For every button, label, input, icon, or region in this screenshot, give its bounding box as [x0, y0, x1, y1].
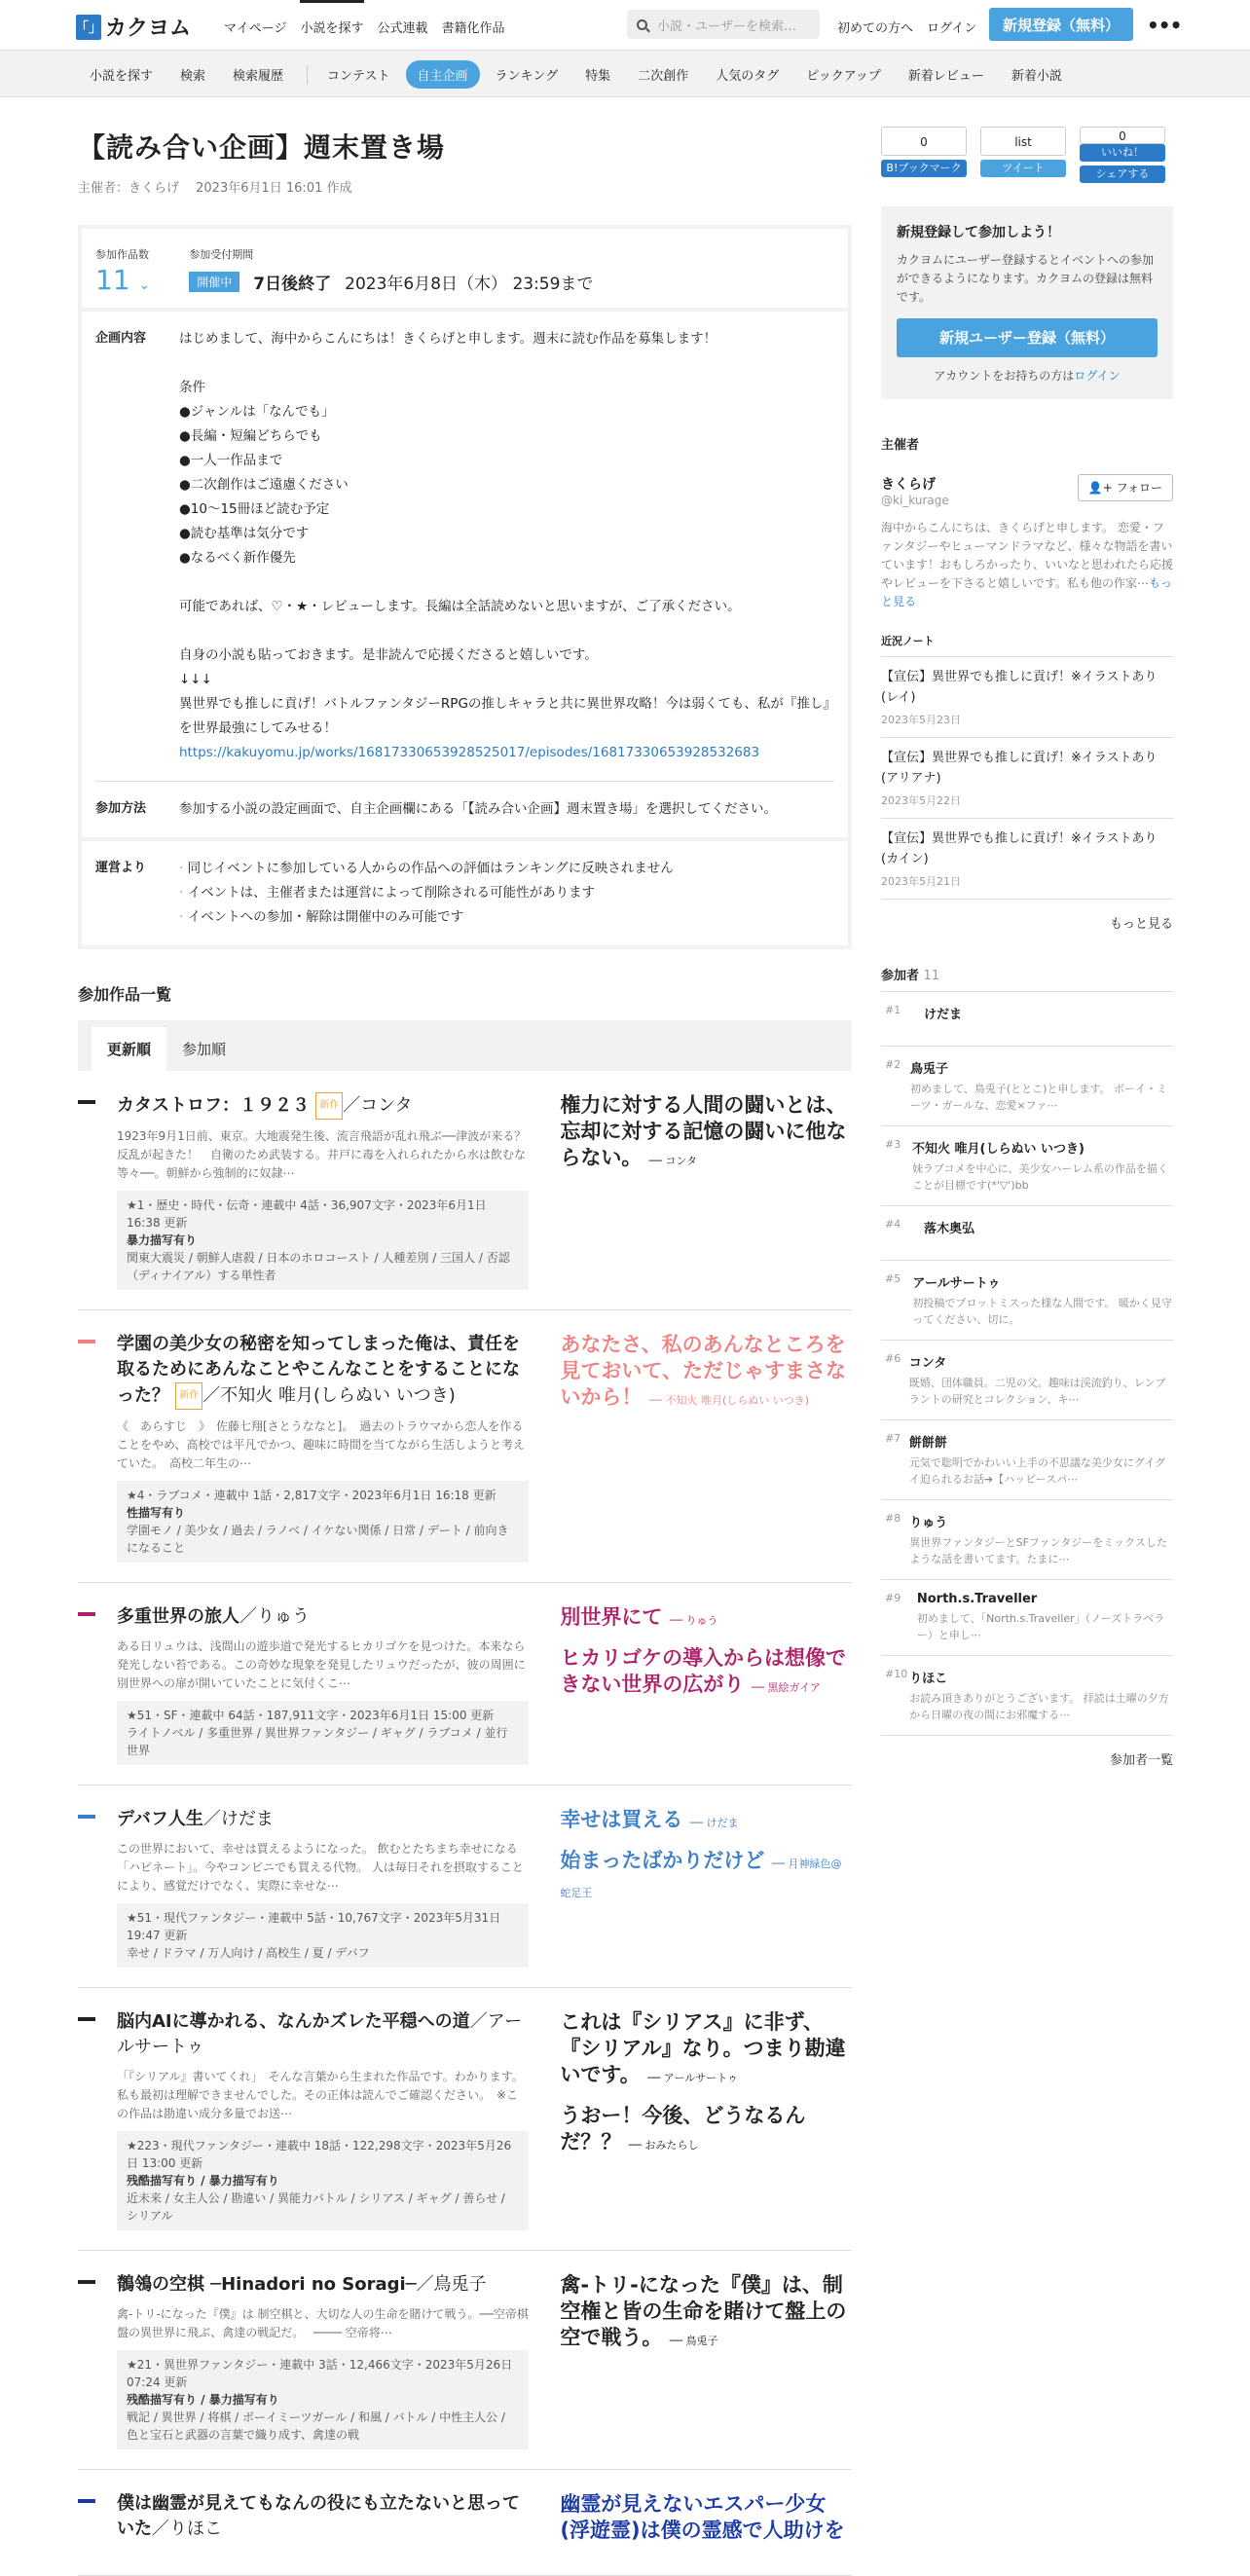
catchphrase[interactable]	[560, 1848, 852, 1906]
work-tags[interactable]: ライトノベル / 多重世界 / 異世界ファンタジー / ギャグ / ラブコメ / 並行世界	[127, 1726, 508, 1757]
work-catchphrases	[560, 2272, 852, 2449]
work-title-line	[117, 1092, 529, 1120]
status-badge: 開催中	[189, 272, 239, 292]
participant-rank: #9	[885, 1592, 901, 1604]
login-prompt: アカウントをお持ちの方は	[934, 369, 1075, 383]
participant-item[interactable]	[881, 992, 1173, 1047]
rules-label: 運営より	[95, 861, 147, 875]
new-badge: 新作	[315, 1092, 343, 1120]
note-title: 【宣伝】異世界でも推しに貢げ！※イラストあり(アリアナ)	[881, 751, 1158, 786]
content-line: 条件	[179, 380, 205, 395]
catch-text: うおー！今後、どうなるんだ？？	[560, 2104, 806, 2153]
subnav-find[interactable]: 小説を探す	[90, 69, 154, 84]
work-info	[117, 2491, 529, 2556]
participant-name[interactable]: アールサートゥ	[912, 1276, 1001, 1291]
participant-desc: 異世界ファンタジーとSFファンタジーをミックスしたような話を書いてます。たまに⋯	[909, 1536, 1167, 1565]
work-info	[117, 1092, 538, 1290]
work-warning: 残酷描写有り / 暴力描写有り	[127, 2393, 279, 2407]
participants-heading	[881, 965, 1173, 992]
login-link[interactable]: ログイン	[1074, 369, 1121, 383]
work-info	[117, 1807, 529, 1968]
participant-list	[881, 992, 1173, 1736]
work-stats: ★51・SF・連載中 64話・187,911文字・2023年6月1日 15:00 更新	[127, 1709, 495, 1722]
host-heading: 主催者	[881, 438, 920, 453]
period	[189, 246, 593, 296]
rule-item: · 同じイベントに参加している人からの作品への評価はランキングに反映されません	[179, 857, 674, 881]
participant-name[interactable]: 鳥兎子	[910, 1062, 949, 1077]
catchphrase[interactable]	[560, 2491, 852, 2544]
work-title[interactable]: 鶺鴒の空棋 ─Hinadori no Soragi─	[117, 2274, 417, 2295]
signup-button[interactable]: 新規ユーザー登録（無料）	[897, 318, 1158, 357]
work-title-line	[117, 2009, 529, 2060]
subnav-divider	[307, 65, 308, 85]
rule-item: · イベントは、主催者または運営によって削除される可能性があります	[179, 881, 674, 905]
host-profile	[881, 474, 1173, 507]
work-color-bar	[78, 1612, 95, 1616]
host-desc	[881, 519, 1173, 611]
work-stats: ★1・歴史・時代・伝奇・連載中 4話・36,907文字・2023年6月1日 16:38 更新	[127, 1198, 487, 1230]
work-item	[78, 2251, 852, 2470]
catch-author: ── 黒絵ガイア	[751, 1681, 821, 1694]
participant-item[interactable]	[881, 1420, 1173, 1500]
catchphrase[interactable]	[560, 1807, 852, 1836]
catch-text: これは『シリアス』に非ず、『シリアル』なり。つまり勘違いです。	[560, 2010, 846, 2086]
work-meta	[117, 2131, 529, 2230]
work-warning: 暴力描写有り	[127, 1233, 198, 1247]
logo-mark: 「」	[76, 15, 101, 40]
work-author[interactable]: ／けだま	[202, 1809, 274, 1829]
chevron-down-icon: ⌄	[138, 277, 151, 293]
nav-mypage[interactable]: マイページ	[224, 21, 287, 36]
work-catchphrases	[560, 2009, 852, 2230]
participant-body	[924, 1218, 974, 1248]
participants-count: 11	[923, 969, 940, 983]
search-placeholder: 小説・ユーザーを検索…	[657, 18, 797, 34]
work-title-line	[117, 2272, 529, 2298]
tweet-label: ツイート	[980, 160, 1066, 177]
work-title-line	[117, 1807, 529, 1832]
logo[interactable]	[76, 12, 191, 42]
content-line: ●読む基準は気分です	[179, 526, 310, 541]
note-title: 【宣伝】異世界でも推しに貢げ！※イラストあり(レイ)	[881, 670, 1158, 705]
work-meta	[117, 1701, 529, 1765]
participant-body	[912, 1138, 1173, 1194]
method-section	[82, 782, 848, 841]
content-line	[179, 570, 834, 595]
participant-name[interactable]: North.s.Traveller	[916, 1592, 1038, 1606]
content-link[interactable]: https://kakuyomu.jp/works/16817330653928525017/episodes/16817330653928532683	[179, 745, 760, 760]
period-label: 参加受付期間	[189, 248, 254, 261]
participant-desc: 元気で聡明でかわいい上手の不思議な美少女にグイグイ迫られるお話➔【ハッピースパ⋯	[908, 1456, 1166, 1486]
works-heading: 参加作品一覧	[78, 985, 172, 1004]
participant-rank: #4	[885, 1218, 901, 1231]
content-line: 可能であれば、♡・★・レビューします。長編は全話読めないと思いますが、ご了承ください。	[179, 599, 741, 614]
work-item	[78, 1988, 852, 2251]
content-line: ●ジャンルは「なんでも」	[179, 404, 335, 420]
work-info	[117, 2272, 529, 2449]
subnav-new-novels[interactable]: 新着小説	[1011, 69, 1062, 84]
notes-heading: 近況ノート	[881, 633, 1173, 657]
content-line	[179, 619, 834, 644]
subnav-feature[interactable]: 特集	[585, 69, 611, 84]
organizer-line: 主催者：きくらげ 2023年6月1日 16:01 作成	[78, 181, 352, 196]
participant-rank: #3	[885, 1138, 901, 1151]
work-tags[interactable]: 近未来 / 女主人公 / 勘違い / 異能力バトル / シリアス / ギャグ / 善らせ / シリアル	[127, 2191, 505, 2223]
content-line: ●二次創作はご遠慮ください	[179, 477, 349, 493]
host-name[interactable]: きくらげ	[881, 477, 936, 493]
catch-author: ── 不知火 唯月(しらぬい いつき)	[648, 1394, 810, 1407]
catchphrase[interactable]	[560, 1604, 852, 1634]
follow-button[interactable]: 👤+ フォロー	[1078, 474, 1173, 501]
entry-count[interactable]	[95, 246, 150, 296]
work-item	[78, 1071, 852, 1310]
catch-text: 別世界にて	[560, 1605, 663, 1629]
work-color-bar	[78, 1100, 95, 1104]
join-text: カクヨムにユーザー登録するとイベントへの参加ができるようになります。カクヨムの登録は無料です。	[897, 253, 1155, 304]
content-label: 企画内容	[95, 331, 147, 346]
catch-author: ── アールサートゥ	[647, 2072, 738, 2084]
note-item[interactable]	[881, 738, 1173, 819]
like-label: いいね！	[1080, 144, 1165, 162]
participant-desc: 初投稿でプロットミスった様な人間です。 暖かく見守ってください、切に。	[912, 1297, 1172, 1326]
participant-item[interactable]	[881, 1126, 1173, 1206]
catchphrase[interactable]	[560, 1092, 852, 1174]
page-title: 【読み合い企画】週末置き場	[78, 131, 446, 164]
subnav-ranking[interactable]: ランキング	[495, 69, 559, 84]
work-stats: ★21・異世界ファンタジー・連載中 3話・12,466文字・2023年5月26日 07:24 更新	[127, 2358, 513, 2389]
hatena-label: B!ブックマーク	[881, 160, 967, 177]
work-title-line	[117, 1604, 529, 1630]
subnav-contest[interactable]: コンテスト	[327, 69, 390, 84]
content-line	[179, 351, 834, 376]
note-title: 【宣伝】異世界でも推しに貢げ！※イラストあり(カイン)	[881, 831, 1158, 866]
participant-desc: 妹ラブコメを中心に、美少女ハーレム系の作品を描くことが目標です(*'▽')bb	[912, 1162, 1168, 1192]
main-column	[78, 97, 852, 2576]
catch-text: 始まったばかりだけど	[560, 1849, 765, 1872]
nav-official[interactable]: 公式連載	[377, 21, 428, 36]
catch-author: ── 鳥兎子	[669, 2335, 718, 2347]
participant-item[interactable]	[881, 1580, 1173, 1656]
rules-section	[82, 841, 848, 945]
work-tags[interactable]: 幸せ / ドラマ / 万人向け / 高校生 / 夏 / デバフ	[127, 1946, 370, 1960]
tab-joined[interactable]: 参加順	[182, 1041, 227, 1058]
subnav-new-reviews[interactable]: 新着レビュー	[907, 69, 984, 84]
work-item	[78, 1583, 852, 1785]
method-body: 参加する小説の設定画面で、自主企画欄にある「【読み合い企画】週末置き場」を選択してください。	[179, 801, 777, 817]
follow-label: フォロー	[1116, 481, 1162, 495]
participant-desc: 初めまして、鳥兎子(ととこ)と申します。 ボーイ・ミーツ・ガールな、恋愛×ファ⋯	[910, 1083, 1167, 1112]
catch-text: 権力に対する人間の闘いとは、忘却に対する記憶の闘いに他ならない。	[560, 1093, 847, 1169]
ends-in: 7日後終了	[253, 275, 332, 294]
participant-body	[917, 1592, 1173, 1643]
like-button[interactable]	[1080, 127, 1165, 183]
catchphrase[interactable]	[560, 2009, 852, 2091]
search-input[interactable]	[627, 10, 820, 39]
participant-rank: #1	[885, 1004, 901, 1016]
event-box	[78, 225, 852, 949]
participant-name[interactable]: 餅餅餅	[908, 1436, 947, 1451]
note-date: 2023年5月21日	[881, 875, 961, 888]
logo-text: カクヨム	[105, 17, 192, 41]
participant-item[interactable]	[881, 1206, 1173, 1261]
recent-notes	[881, 633, 1173, 932]
nav-books[interactable]: 書籍化作品	[441, 21, 505, 36]
participant-body	[924, 1004, 962, 1034]
participant-rank: #8	[885, 1512, 901, 1525]
work-title-line	[117, 1332, 529, 1410]
work-author[interactable]: ／りほこ	[152, 2519, 222, 2539]
catch-text: 幸せは買える	[560, 1808, 683, 1831]
work-title[interactable]: 脳内AIに導かれる、なんかズレた平穏への道	[117, 2011, 470, 2032]
content-line: ↓↓↓	[179, 672, 212, 687]
work-warning: 残酷描写有り / 暴力描写有り	[127, 2174, 279, 2188]
content-line: 自身の小説も貼っておきます。是非読んで応援くださると嬉しいです。	[179, 647, 598, 663]
note-date: 2023年5月22日	[881, 794, 961, 807]
work-author[interactable]: ／コンタ	[343, 1095, 413, 1116]
host-more-link[interactable]: もっと見る	[881, 576, 1173, 608]
work-info	[117, 1332, 529, 1563]
participant-name[interactable]: 不知火 唯月(しらぬい いつき)	[912, 1142, 1085, 1157]
participant-rank: #5	[885, 1272, 901, 1285]
work-color-bar	[78, 2280, 95, 2284]
work-color-bar	[78, 2017, 95, 2021]
participant-item[interactable]	[881, 1500, 1173, 1580]
rule-item: · イベントへの参加・解除は開催中のみ可能です	[179, 905, 674, 930]
header-links	[837, 18, 976, 36]
participant-item[interactable]	[881, 1341, 1173, 1420]
content-body	[179, 327, 834, 765]
participant-body	[909, 1668, 1173, 1723]
participant-body	[909, 1352, 1173, 1408]
work-desc: 《 あらすじ 》 佐藤七翔[さとうななと]。 過去のトラウマから恋人を作ることをやめ、高校では平凡でかつ、趣味に時間を当てながら生活しようと考えていた。 高校二年生の⋯	[117, 1419, 526, 1470]
sub-nav	[0, 51, 1250, 97]
catch-author: ── 月神緑色@蛇足王	[560, 1858, 842, 1899]
catchphrase[interactable]	[560, 1332, 852, 1414]
content-line: はじめまして、海中からこんにちは！きくらげと申します。週末に読む作品を募集します！	[179, 331, 717, 347]
participant-item[interactable]	[881, 1261, 1173, 1341]
subnav-fanfic[interactable]: 二次創作	[638, 69, 689, 84]
participant-name[interactable]: りゅう	[909, 1516, 948, 1530]
work-stats: ★223・現代ファンタジー・連載中 18話・122,298文字・2023年5月26日 13:00 更新	[127, 2139, 512, 2170]
catch-author: ── コンタ	[648, 1155, 698, 1167]
work-stats: ★4・ラブコメ・連載中 1話・2,817文字・2023年6月1日 16:18 更新	[127, 1489, 496, 1502]
participant-rank: #2	[885, 1058, 901, 1071]
hatena-count: 0	[881, 127, 967, 156]
subnav-history[interactable]: 検索履歴	[233, 69, 284, 84]
work-color-bar	[78, 1340, 95, 1343]
work-color-bar	[78, 2499, 95, 2503]
participant-name[interactable]: 落木奥弘	[924, 1222, 975, 1236]
deadline: 2023年6月8日（木） 23:59まで	[345, 275, 594, 294]
participant-body	[912, 1272, 1173, 1328]
content-line: ●10～15冊ほど読む予定	[179, 501, 330, 517]
catch-author: ── おみたらし	[628, 2139, 699, 2152]
first-time-link[interactable]: 初めての方へ	[837, 21, 914, 36]
content-line: ●なるべく新作優先	[179, 550, 296, 566]
content-line: ●一人一作品まで	[179, 453, 283, 468]
catchphrase[interactable]	[560, 1645, 852, 1701]
work-meta	[117, 1903, 529, 1968]
register-button[interactable]: 新規登録（無料）	[989, 8, 1133, 41]
work-item	[78, 1310, 852, 1583]
tab-updated[interactable]: 更新順	[92, 1027, 166, 1071]
participant-rank: #6	[885, 1352, 901, 1365]
host-desc-text: 海中からこんにちは、きくらげと申します。 恋愛・ファンタジーやヒューマンドラマなど、様々な物語を書いています！おもしろかったり、いいなと思われたら応援やレビューを下さると嬉しいです。私も他の作家⋯	[881, 521, 1174, 590]
content-line: 異世界でも推しに貢げ！バトルファンタジーRPGの推しキャラと共に異世界攻略！今は弱くても、私が『推し』を世界最強にしてみせる！	[179, 696, 830, 736]
work-catchphrases	[560, 1332, 852, 1563]
catch-text: 禽-トリ-になった『僕』は、制空権と皆の生命を賭けて盤上の空で戦う。	[560, 2273, 847, 2349]
participant-desc: 初めまして、「North.s.Traveller」（ノーズトラベラー）と申し⋯	[916, 1612, 1165, 1641]
catch-author: ── けだま	[689, 1817, 739, 1829]
work-author[interactable]: ／鳥兎子	[416, 2274, 487, 2295]
join-box	[881, 206, 1173, 399]
participant-rank: #7	[885, 1432, 901, 1445]
catch-text: あなたさ、私のあんなところを見ておいて、ただじゃすまさないから！	[560, 1333, 847, 1409]
works-tabs	[78, 1020, 852, 1071]
participant-item[interactable]	[881, 1047, 1173, 1126]
share-buttons	[881, 127, 1173, 183]
works-list	[78, 1071, 852, 2576]
work-catchphrases	[560, 2491, 852, 2556]
work-meta	[117, 1191, 529, 1290]
content-line: ●長編・短編どちらでも	[179, 428, 322, 444]
hatena-button[interactable]	[881, 127, 967, 183]
catch-text: ヒカリゴケの導入からは想像できない世界の広がり	[560, 1646, 847, 1696]
participant-name[interactable]: りほこ	[909, 1672, 948, 1686]
work-catchphrases	[560, 1604, 852, 1765]
work-author[interactable]: ／アールサートゥ	[117, 2011, 523, 2057]
work-meta	[117, 2350, 529, 2449]
work-desc: 1923年9月1日前、東京。大地震発生後、流言飛語が乱れ飛ぶ──津波が来る？ 反乱が起きた！ 自衛のため武装する。井戸に毒を入れられたから水は飲むな等々──。朝鮮から強制的に奴隷⋯	[117, 1129, 538, 1180]
join-title: 新規登録して参加しよう！	[897, 225, 1060, 240]
work-info	[117, 2009, 529, 2230]
work-tags[interactable]: 戦記 / 異世界 / 将棋 / ボーイミーツガール / 和風 / バトル / 中性主人公 / 色と宝石と武器の言葉で織り成す、禽達の戦	[127, 2410, 505, 2442]
work-warning: 性描写有り	[127, 1506, 186, 1520]
catchphrase[interactable]	[560, 2272, 852, 2354]
work-catchphrases	[560, 1807, 852, 1968]
work-title[interactable]: 多重世界の旅人	[117, 1606, 239, 1627]
participant-desc: 既婚、団体職員。二児の父。趣味は渓流釣り、レンブラントの研究とコレクション、キ⋯	[908, 1377, 1166, 1406]
participant-name[interactable]: コンタ	[908, 1356, 947, 1371]
work-author[interactable]: ／不知火 唯月(しらぬい いつき)	[202, 1385, 456, 1406]
sidebar	[881, 97, 1173, 1768]
login-link[interactable]: ログイン	[927, 21, 977, 36]
participants-more-link[interactable]: 参加者一覧	[1109, 1753, 1173, 1768]
work-title[interactable]: 学園の美少女の秘密を知ってしまった俺は、責任を取るためにあんなことやこんなことをすることになった？	[117, 1334, 520, 1406]
work-author[interactable]: ／りゅう	[239, 1606, 310, 1627]
work-tags[interactable]: 関東大震災 / 朝鮮人虐殺 / 日本のホロコースト / 人種差別 / 三国人 / 否認（ディナイアル）する単性者	[127, 1251, 510, 1282]
subnav-tags[interactable]: 人気のタグ	[716, 69, 780, 84]
tweet-count: list	[980, 127, 1066, 156]
participant-body	[910, 1058, 1173, 1114]
work-info	[117, 1604, 529, 1765]
count-label: 参加作品数	[95, 248, 149, 261]
participant-desc: お読み頂きありがとうございます。 拝読は土曜の夕方から日曜の夜の間にお邪魔する⋯	[909, 1692, 1169, 1721]
global-header	[0, 0, 1250, 51]
work-title[interactable]: デバフ人生	[117, 1809, 203, 1829]
global-nav	[224, 18, 505, 36]
host-id: @ki_kurage	[881, 494, 949, 507]
work-title[interactable]: 僕は幽霊が見えてもなんの役にも立たないと思っていた	[117, 2493, 520, 2539]
work-desc: この世界において、幸せは買えるようになった。 飲むとたちまち幸せになる「ハピネート」。今やコンビニでも買える代物。 人は毎日それを摂取することにより、感覚だけでなく、実際に幸せな⋯	[117, 1842, 524, 1893]
subnav-pickup[interactable]: ピックアップ	[806, 69, 881, 84]
note-item[interactable]	[881, 657, 1173, 738]
work-desc: 禽-トリ-になった『僕』は 制空棋と、大切な人の生命を賭けて戦う。──空帝棋盤の異世界に飛ぶ、禽達の戦記だ。 ──── 空帝将⋯	[117, 2307, 529, 2339]
more-menu-icon[interactable]: •••	[1147, 14, 1182, 37]
count-value: 11	[95, 264, 130, 296]
new-badge: 新作	[175, 1382, 202, 1410]
nav-find-novels[interactable]: 小説を探す	[300, 18, 363, 36]
catch-author: ── りゅう	[669, 1614, 718, 1627]
catchphrase[interactable]	[560, 2103, 852, 2158]
participant-name[interactable]: けだま	[924, 1008, 963, 1022]
participant-body	[909, 1512, 1173, 1567]
note-item[interactable]	[881, 819, 1173, 900]
work-catchphrases	[560, 1092, 852, 1290]
notes-more-link[interactable]: もっと見る	[1109, 917, 1173, 932]
work-title[interactable]: カタストロフ：１９２３	[117, 1095, 310, 1116]
note-date: 2023年5月23日	[881, 714, 961, 726]
work-tags[interactable]: 学園モノ / 美少女 / 過去 / ラノベ / イケない関係 / 日常 / デート / 前向きになること	[127, 1524, 509, 1555]
share-label[interactable]: シェアする	[1080, 166, 1165, 183]
participants-label: 参加者	[881, 969, 920, 983]
content-section	[82, 312, 848, 781]
participant-body	[909, 1432, 1173, 1488]
participants	[881, 965, 1173, 1768]
work-color-bar	[78, 1815, 95, 1819]
subnav-events[interactable]: 自主企画	[406, 60, 480, 89]
search-icon	[637, 19, 647, 30]
like-count: 0	[1080, 127, 1165, 144]
work-meta	[117, 1481, 529, 1563]
work-desc: 「『シリアル』書いてくれ」 そんな言葉から生まれた作品です。わかります。私も最初は理解できませんでした。その正体は読んでご確認ください。 ※この作品は勘違い成分多量でお送⋯	[117, 2070, 524, 2120]
tweet-button[interactable]	[980, 127, 1066, 183]
work-stats: ★51・現代ファンタジー・連載中 5話・10,767文字・2023年5月31日 19:47 更新	[127, 1911, 501, 1942]
work-item	[78, 2470, 852, 2576]
participant-item[interactable]	[881, 1656, 1173, 1736]
method-label: 参加方法	[95, 801, 147, 816]
participant-rank: #10	[885, 1668, 908, 1680]
work-desc: ある日リュウは、浅間山の遊歩道で発光するヒカリゴケを見つけた。本来なら発光しない苔である。この奇妙な現象を発見したリュウだったが、彼の周囲に別世界への扉が開いていたことに気付くこ⋯	[117, 1639, 526, 1690]
work-item	[78, 1785, 852, 1988]
catch-text: 幽霊が見えないエスパー少女(浮遊霊)は僕の霊感で人助けを	[560, 2492, 845, 2542]
work-title-line	[117, 2491, 529, 2542]
subnav-search[interactable]: 検索	[180, 69, 206, 84]
